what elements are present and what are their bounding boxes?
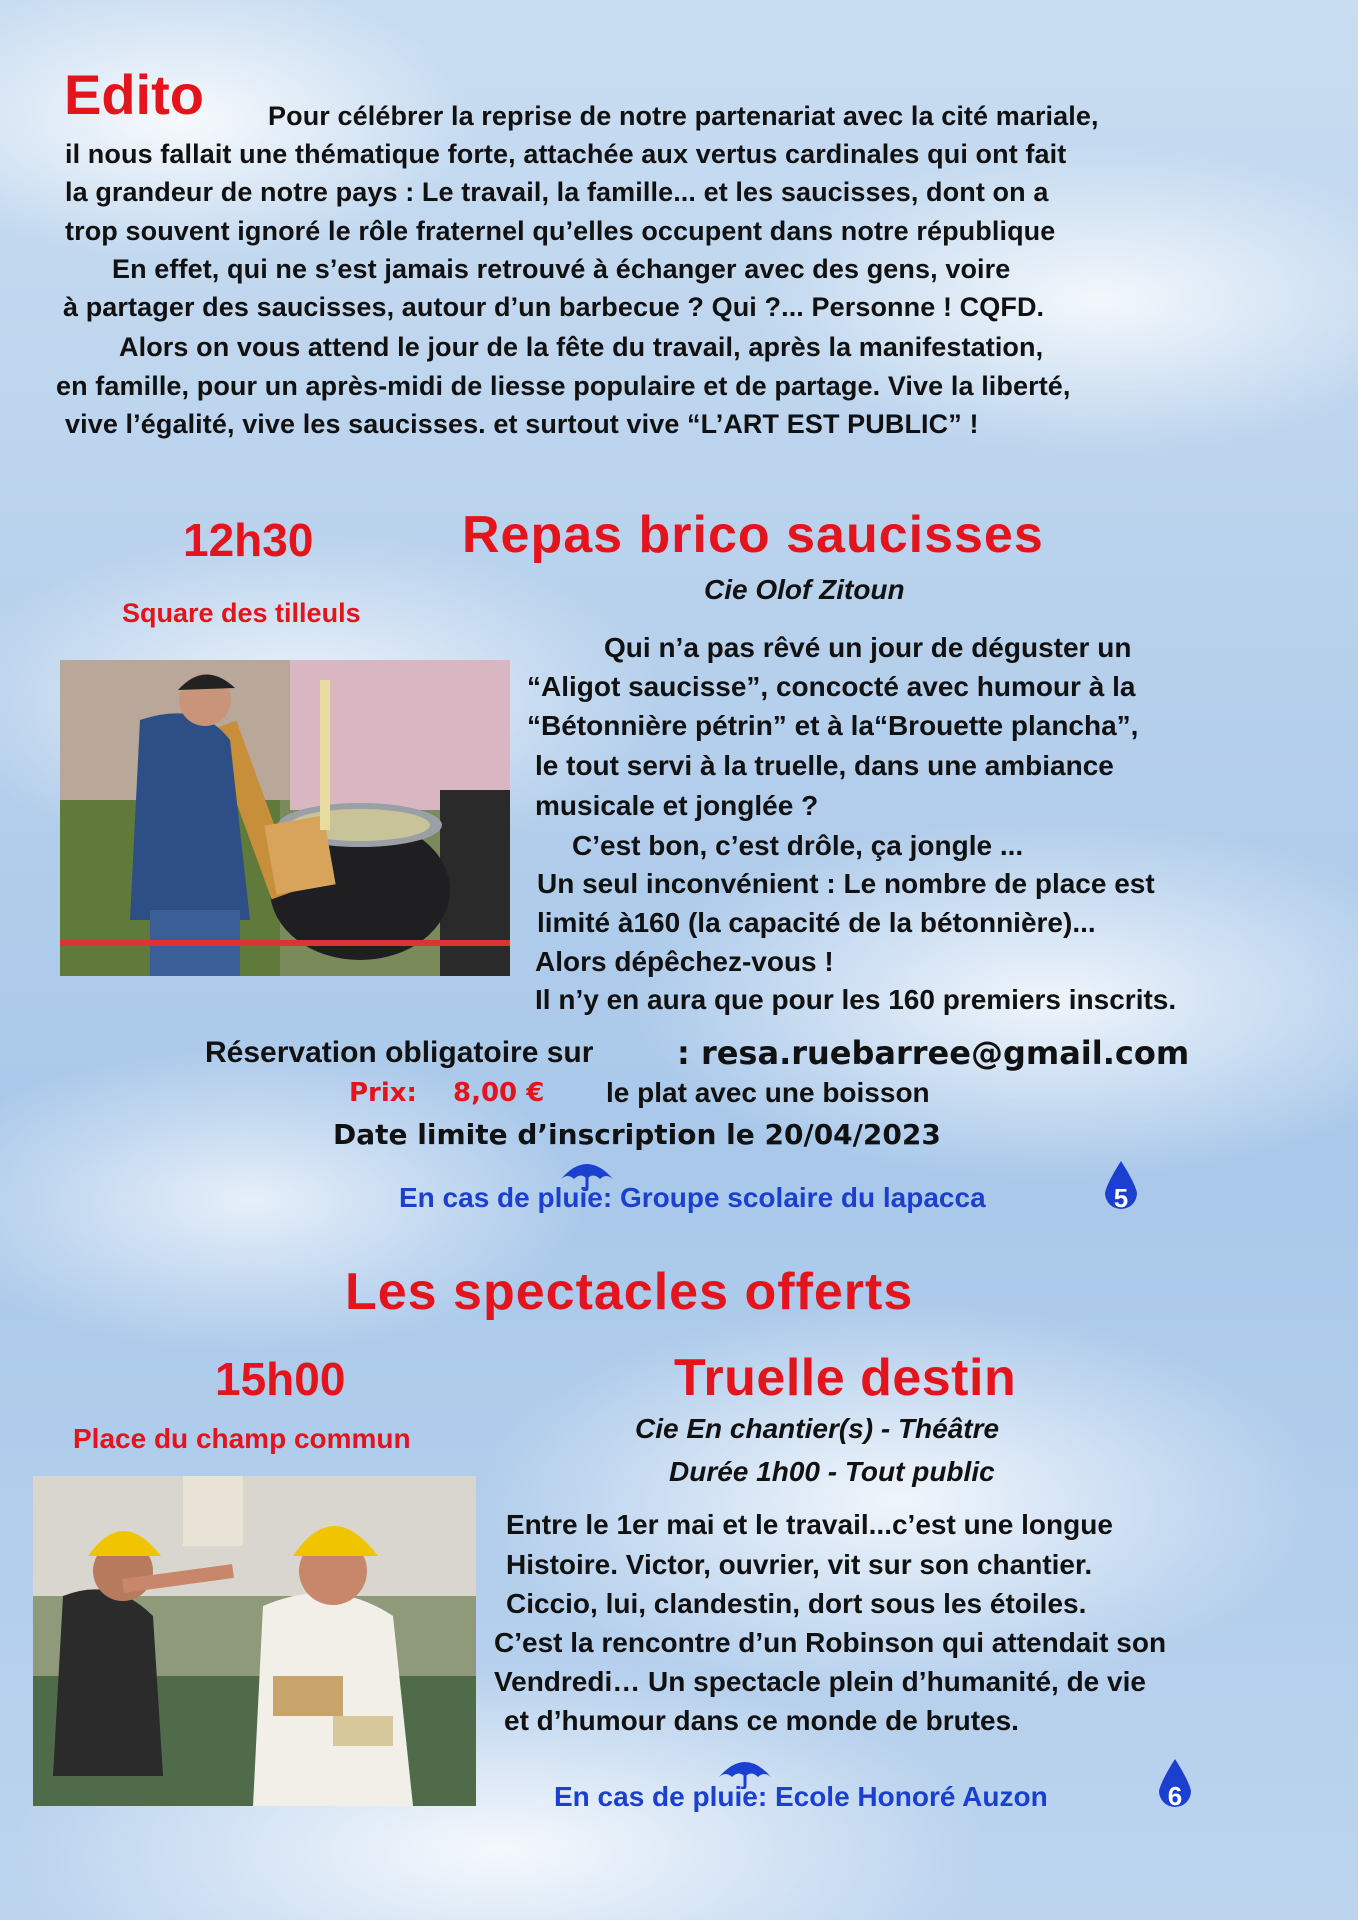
rain-notice: En cas de pluie: Ecole Honoré Auzon [554,1781,1048,1812]
event-place: Place du champ commun [73,1423,411,1454]
edito-line: il nous fallait une thématique forte, attachée aux vertus cardinales qui ont fait [65,139,1067,169]
event-photo-cooking [60,660,510,976]
reservation-label: Réservation obligatoire sur [205,1036,594,1069]
drop-number: 5 [1113,1183,1129,1213]
event-time: 15h00 [215,1353,346,1405]
registration-deadline: Date limite d’inscription le 20/04/2023 [333,1118,941,1151]
edito-title: Edito [64,63,204,126]
event-description-line: Ciccio, lui, clandestin, dort sous les étoiles. [506,1588,1087,1619]
rain-notice: En cas de pluie: Groupe scolaire du lapacca [399,1182,986,1213]
edito-line: En effet, qui ne s’est jamais retrouvé à échanger avec des gens, voire [112,254,1011,284]
event-description-line: limité à160 (la capacité de la bétonnière)... [537,907,1096,938]
edito-line: Pour célébrer la reprise de notre partenariat avec la cité mariale, [268,101,1099,131]
event-description-line: Un seul inconvénient : Le nombre de place est [537,868,1155,899]
price-description: le plat avec une boisson [606,1077,930,1108]
edito-line: en famille, pour un après-midi de liesse populaire et de partage. Vive la liberté, [56,371,1071,401]
edito-line: la grandeur de notre pays : Le travail, la famille... et les saucisses, dont on a [65,177,1049,207]
reservation-email[interactable]: : resa.ruebarree@gmail.com [677,1034,1190,1072]
edito-line: à partager des saucisses, autour d’un barbecue ? Qui ?... Personne ! CQFD. [63,292,1045,322]
section-title: Les spectacles offerts [345,1263,914,1321]
event-description-line: Histoire. Victor, ouvrier, vit sur son chantier. [506,1549,1093,1580]
event-description-line: le tout servi à la truelle, dans une ambiance [535,750,1114,781]
event-title: Repas brico saucisses [462,506,1044,564]
edito-line: trop souvent ignoré le rôle fraternel qu’elles occupent dans notre république [65,216,1056,246]
drop-number-badge [1155,1759,1195,1813]
event-company: Cie En chantier(s) - Théâtre [635,1413,1000,1444]
event-description-line: Qui n’a pas rêvé un jour de déguster un [604,632,1132,663]
event-duration: Durée 1h00 - Tout public [669,1456,995,1487]
price-label: Prix: [349,1078,417,1108]
event-description-line: Il n’y en aura que pour les 160 premiers inscrits. [535,984,1177,1015]
event-company: Cie Olof Zitoun [704,574,905,605]
event-description-line: C’est bon, c’est drôle, ça jongle ... [572,830,1024,861]
event-description-line: “Bétonnière pétrin” et à la“Brouette plancha”, [527,710,1139,741]
event-description-line: musicale et jonglée ? [535,790,819,821]
event-description-line: C’est la rencontre d’un Robinson qui attendait son [494,1627,1167,1658]
event-time: 12h30 [183,514,314,566]
event-description-line: Alors dépêchez-vous ! [535,946,834,977]
event-place: Square des tilleuls [122,598,361,628]
event-description-line: Vendredi… Un spectacle plein d’humanité, de vie [494,1666,1146,1697]
drop-number-badge [1101,1161,1141,1215]
drop-number: 6 [1167,1781,1183,1811]
event-photo-workers [33,1476,476,1806]
price-value: 8,00 € [453,1078,545,1108]
event-title: Truelle destin [674,1349,1017,1407]
event-description-line: “Aligot saucisse”, concocté avec humour à la [527,671,1136,702]
event-description-line: et d’humour dans ce monde de brutes. [504,1705,1019,1736]
event-description-line: Entre le 1er mai et le travail...c’est une longue [506,1509,1113,1540]
edito-line: Alors on vous attend le jour de la fête du travail, après la manifestation, [119,332,1044,362]
edito-line: vive l’égalité, vive les saucisses. et surtout vive “L’ART EST PUBLIC” ! [65,409,979,439]
